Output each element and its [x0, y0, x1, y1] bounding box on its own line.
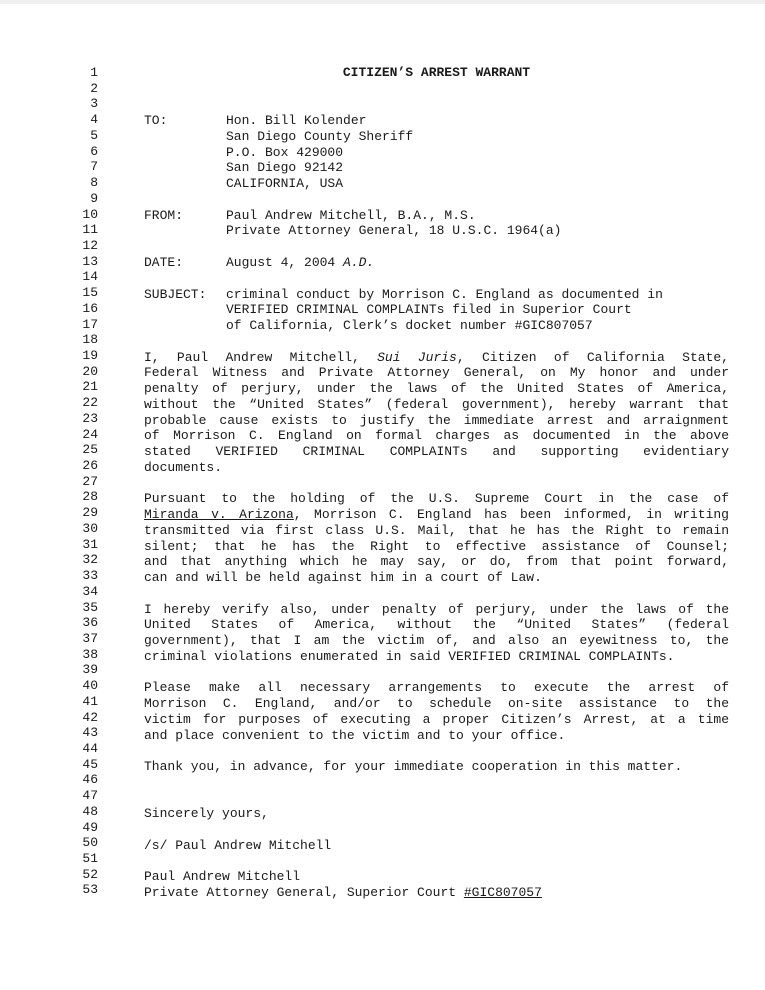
para1-line: penalty of perjury, under the laws of the United States of America, [144, 381, 729, 396]
para1-line: stated VERIFIED CRIMINAL COMPLAINTs and supporting evidentiary [144, 444, 729, 459]
line-number: 2 [90, 80, 98, 96]
para2-line: can and will be held against him in a court of Law. [144, 570, 542, 585]
line-number: 27 [82, 473, 98, 489]
para4-line: Please make all necessary arrangements to execute the arrest of [144, 680, 729, 695]
line-number: 10 [82, 206, 98, 222]
from-line: Paul Andrew Mitchell, B.A., M.S. [226, 208, 476, 223]
para1-line: of Morrison C. England on formal charges as documented in the above [144, 428, 729, 443]
line-number: 35 [82, 599, 98, 615]
para3-line: criminal violations enumerated in said VERIFIED CRIMINAL COMPLAINTs. [144, 649, 675, 664]
line-number: 44 [82, 741, 98, 756]
line-number: 41 [82, 693, 98, 709]
signer-name: Paul Andrew Mitchell [144, 869, 301, 884]
line-number: 39 [82, 662, 98, 678]
line-number: 1 [90, 65, 98, 80]
closing: Sincerely yours, [144, 806, 269, 821]
line-number: 49 [82, 819, 98, 835]
sui-juris: Sui Juris [377, 350, 457, 365]
line-number: 9 [90, 190, 98, 206]
line-number: 23 [82, 410, 98, 426]
para4-line: Morrison C. England, and/or to schedule on-site assistance to the [144, 696, 729, 711]
line-number: 22 [82, 395, 98, 411]
page-top-edge [0, 0, 765, 4]
line-number: 47 [82, 788, 98, 804]
line-number: 5 [90, 127, 98, 143]
document-title: CITIZEN’S ARREST WARRANT [342, 65, 531, 80]
line-number: 46 [82, 772, 98, 788]
line-number: 38 [82, 646, 98, 662]
line-number: 40 [82, 678, 98, 694]
line-number: 3 [90, 96, 98, 112]
para1-line: I, Paul Andrew Mitchell, Sui Juris, Citizen of California State, [144, 350, 729, 365]
subject-label: SUBJECT: [144, 287, 207, 302]
line-number: 11 [82, 222, 98, 238]
from-label: FROM: [144, 208, 184, 223]
line-number: 19 [82, 348, 98, 363]
date-label: DATE: [144, 255, 184, 270]
line-number: 6 [90, 143, 98, 159]
line-number: 43 [82, 725, 98, 741]
to-line: Hon. Bill Kolender [226, 113, 367, 128]
line-number: 53 [82, 882, 98, 898]
para1-line: documents. [144, 460, 223, 475]
line-number: 48 [82, 803, 98, 819]
line-number: 24 [82, 426, 98, 442]
para2-line: Miranda v. Arizona, Morrison C. England has been informed, in writing [144, 507, 729, 522]
subject-line: VERIFIED CRIMINAL COMPLAINTs filed in Superior Court [226, 302, 632, 317]
line-number: 28 [82, 489, 98, 505]
para4-line: victim for purposes of executing a proper Citizen’s Arrest, at a time [144, 712, 729, 727]
line-number: 12 [82, 237, 98, 253]
line-number: 33 [82, 568, 98, 583]
line-number: 7 [90, 159, 98, 175]
line-number: 8 [90, 175, 98, 190]
para2-line: Pursuant to the holding of the U.S. Supreme Court in the case of [144, 491, 729, 506]
line-number: 18 [82, 332, 98, 348]
line-number: 15 [82, 285, 98, 301]
line-number: 50 [82, 835, 98, 851]
para3-line: government), that I am the victim of, and also an eyewitness to, the [144, 633, 729, 648]
para3-line: I hereby verify also, under penalty of perjury, under the laws of the [144, 602, 729, 617]
to-label: TO: [144, 113, 168, 128]
line-number: 13 [82, 253, 98, 269]
thanks-line: Thank you, in advance, for your immediate cooperation in this matter. [144, 759, 683, 774]
line-number: 52 [82, 866, 98, 882]
line-number: 42 [82, 709, 98, 725]
signature: /s/ Paul Andrew Mitchell [144, 838, 332, 853]
date-era: A.D. [343, 255, 375, 270]
line-number: 37 [82, 630, 98, 646]
line-number: 25 [82, 442, 98, 458]
line-number: 14 [82, 269, 98, 285]
docket-number: #GIC807057 [463, 885, 542, 900]
signer-title: Private Attorney General, Superior Court [144, 885, 457, 900]
line-number: 32 [82, 552, 98, 568]
para3-line: United States of America, without the “United States” (federal [144, 617, 729, 632]
date-value: August 4, 2004 [226, 255, 336, 270]
para1-line: probable cause exists to justify the immediate arrest and arraignment [144, 413, 729, 428]
line-number: 20 [82, 363, 98, 379]
para4-line: and place convenient to the victim and to your office. [144, 728, 566, 743]
para1-line: without the “United States” (federal government), hereby warrant that [144, 397, 729, 412]
para2-line: transmitted via first class U.S. Mail, that he has the Right to remain [144, 523, 729, 538]
line-number: 36 [82, 615, 98, 631]
line-number: 45 [82, 756, 98, 772]
line-number: 34 [82, 583, 98, 599]
from-line: Private Attorney General, 18 U.S.C. 1964(a) [226, 223, 562, 238]
line-number: 17 [82, 316, 98, 332]
to-line: CALIFORNIA, USA [226, 176, 344, 191]
subject-line: criminal conduct by Morrison C. England as documented in [226, 287, 663, 302]
case-citation: Miranda v. Arizona [144, 507, 294, 522]
para2-line: silent; that he has the Right to effective assistance of Counsel; [144, 539, 729, 554]
line-number: 4 [90, 112, 98, 128]
line-number: 51 [82, 851, 98, 866]
line-number: 29 [82, 505, 98, 521]
para1-line: Federal Witness and Private Attorney General, on My honor and under [144, 365, 729, 380]
line-number: 26 [82, 458, 98, 473]
subject-line: of California, Clerk’s docket number #GIC807057 [226, 318, 593, 333]
to-line: P.O. Box 429000 [226, 145, 344, 160]
to-line: San Diego County Sheriff [226, 129, 414, 144]
para2-line: and that anything which he may say, or do, from that point forward, [144, 554, 729, 569]
line-number: 30 [82, 520, 98, 536]
line-number: 31 [82, 536, 98, 552]
to-line: San Diego 92142 [226, 160, 344, 175]
line-number: 16 [82, 300, 98, 316]
line-number: 21 [82, 379, 98, 395]
